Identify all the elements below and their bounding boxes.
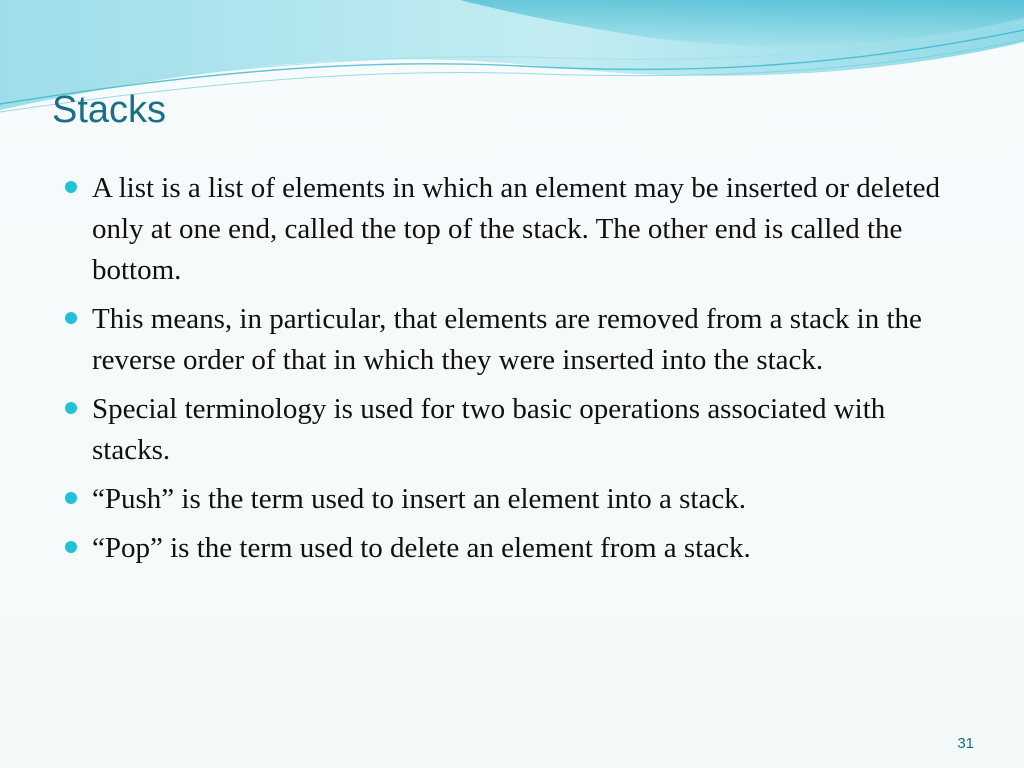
bullet-text: This means, in particular, that elements are removed from a stack in the reverse order of that in which they were inserted into the stack.	[92, 303, 922, 376]
bullet-dot-icon	[65, 492, 77, 504]
bullet-item	[62, 389, 962, 471]
bullet-list	[62, 168, 962, 577]
bullet-dot-icon	[65, 312, 77, 324]
bullet-text: “Pop” is the term used to delete an element from a stack.	[92, 532, 751, 564]
bullet-item	[62, 299, 962, 381]
bullet-text: Special terminology is used for two basic operations associated with stacks.	[92, 393, 886, 466]
bullet-dot-icon	[65, 181, 77, 193]
bullet-text: “Push” is the term used to insert an element into a stack.	[92, 483, 746, 515]
bullet-item	[62, 479, 962, 520]
bullet-item	[62, 168, 962, 291]
bullet-item	[62, 528, 962, 569]
bullet-dot-icon	[65, 541, 77, 553]
page-number: 31	[957, 735, 974, 752]
bullet-text: A list is a list of elements in which an element may be inserted or deleted only at one end, called the top of the stack. The other end is called the bottom.	[92, 172, 941, 286]
bullet-dot-icon	[65, 402, 77, 414]
slide-title: Stacks	[52, 89, 167, 131]
